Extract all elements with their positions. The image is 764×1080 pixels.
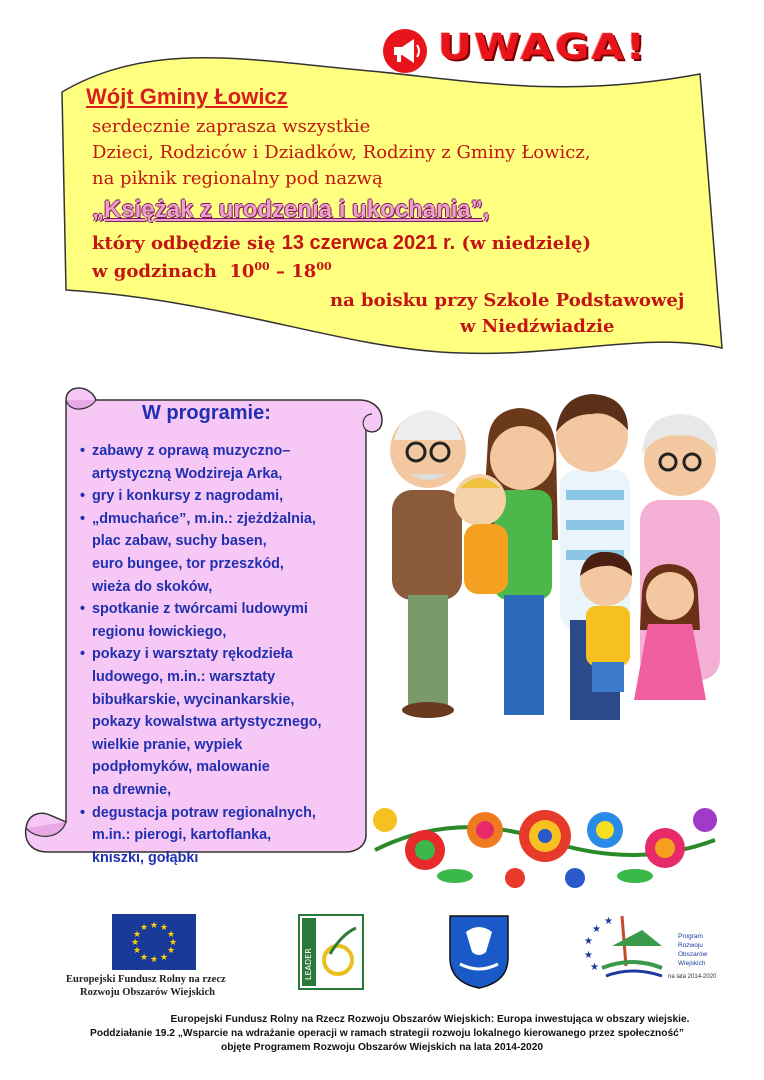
eu-caption-line-2: Rozwoju Obszarów Wiejskich bbox=[80, 987, 215, 998]
svg-text:★: ★ bbox=[130, 938, 140, 948]
footer-line-2: Poddziałanie 19.2 „Wsparcie na wdrażanie operacji w ramach strategii rozwoju lokalnego kierowanego przez społeczność” bbox=[90, 1028, 684, 1039]
svg-text:★: ★ bbox=[139, 923, 149, 933]
svg-text:★: ★ bbox=[149, 921, 159, 931]
prow-line-3: Obszarów bbox=[678, 951, 708, 958]
svg-text:★: ★ bbox=[132, 946, 142, 956]
megaphone-icon bbox=[382, 28, 428, 74]
program-item: • degustacja potraw regionalnych, m.in.: pierogi, kartoflanka, kniszki, gołąbki bbox=[82, 802, 382, 870]
program-item: • spotkanie z twórcami ludowymi regionu łowickiego, bbox=[82, 598, 382, 643]
program-item: • pokazy i warsztaty rękodzieła ludowego, m.in.: warsztaty bibułkarskie, wycinankarskie, pokazy kowalstwa artystycznego, wielkie pranie, wypiek podpłomyków, malowanie na drewnie, bbox=[82, 643, 382, 801]
prow-line-1: Program bbox=[678, 933, 703, 940]
event-date: 13 czerwca 2021 r. bbox=[281, 232, 456, 254]
hour-start-minutes: 00 bbox=[254, 260, 270, 273]
footer-line-3: objęte Programem Rozwoju Obszarów Wiejskich na lata 2014-2020 bbox=[220, 1042, 544, 1053]
baby-figure bbox=[454, 474, 508, 594]
svg-text:★: ★ bbox=[168, 938, 178, 948]
eu-caption-line-1: Europejski Fundusz Rolny na rzecz bbox=[66, 974, 226, 985]
prow-line-4: Wiejskich bbox=[678, 960, 706, 967]
grandpa-figure bbox=[390, 410, 466, 718]
program-item: • zabawy z oprawą muzyczno– artystyczną Wodzireja Arka, bbox=[82, 440, 382, 485]
svg-text:★: ★ bbox=[166, 930, 176, 940]
hour-start: 10 bbox=[229, 261, 255, 282]
date-suffix: (w niedzielę) bbox=[461, 233, 592, 254]
svg-text:★: ★ bbox=[584, 950, 593, 961]
svg-text:★: ★ bbox=[166, 946, 176, 956]
svg-text:★: ★ bbox=[132, 930, 142, 940]
svg-text:★: ★ bbox=[592, 924, 601, 935]
prow-years: na lata 2014-2020 bbox=[668, 974, 717, 980]
event-hours bbox=[92, 260, 332, 282]
family-illustration bbox=[370, 380, 750, 740]
hour-end: 18 bbox=[291, 261, 317, 282]
svg-text:★: ★ bbox=[604, 916, 613, 927]
invitation-line-1: serdecznie zaprasza wszystkie bbox=[92, 116, 371, 137]
svg-text:★: ★ bbox=[159, 923, 169, 933]
program-item: • „dmuchańce”, m.in.: zjeżdżalnia, plac zabaw, suchy basen, euro bungee, tor przeszkód, wieża do skoków, bbox=[82, 508, 382, 598]
prow-line-2: Rozwoju bbox=[678, 942, 703, 949]
svg-text:★: ★ bbox=[159, 953, 169, 963]
event-name: „Księżak z urodzenia i ukochania”, bbox=[92, 196, 490, 223]
footer-line-1: Europejski Fundusz Rolny na Rzecz Rozwoju Obszarów Wiejskich: Europa inwestująca w obszary wiejskie. bbox=[170, 1014, 690, 1025]
date-prefix: który odbędzie się bbox=[92, 233, 276, 254]
place-line-2: w Niedźwiadzie bbox=[460, 316, 615, 337]
svg-text:★: ★ bbox=[139, 953, 149, 963]
invitation-line-2: Dzieci, Rodziców i Dziadków, Rodziny z Gminy Łowicz, bbox=[92, 142, 591, 163]
program-title: W programie: bbox=[142, 402, 271, 424]
leader-logo bbox=[298, 914, 364, 990]
invitation-line-3: na piknik regionalny pod nazwą bbox=[92, 168, 383, 189]
svg-text:★: ★ bbox=[584, 936, 593, 947]
host-title: Wójt Gminy Łowicz bbox=[86, 84, 288, 109]
program-list bbox=[82, 440, 382, 869]
leader-text: LEADER bbox=[304, 948, 313, 980]
coat-of-arms-logo bbox=[446, 912, 512, 990]
program-item: • gry i konkursy z nagrodami, bbox=[82, 485, 382, 508]
svg-text:★: ★ bbox=[149, 955, 159, 965]
hours-prefix: w godzinach bbox=[92, 261, 217, 282]
hour-dash: – bbox=[276, 261, 285, 282]
svg-text:★: ★ bbox=[590, 962, 599, 973]
place-line-1: na boisku przy Szkole Podstawowej bbox=[330, 290, 685, 311]
eu-stars-icon bbox=[112, 914, 196, 970]
folk-ornament bbox=[365, 780, 725, 900]
alert-title: UWAGA! bbox=[438, 26, 648, 68]
event-date-line bbox=[92, 232, 591, 255]
hour-end-minutes: 00 bbox=[316, 260, 332, 273]
prow-logo bbox=[582, 906, 742, 986]
eu-flag-logo bbox=[112, 914, 196, 970]
